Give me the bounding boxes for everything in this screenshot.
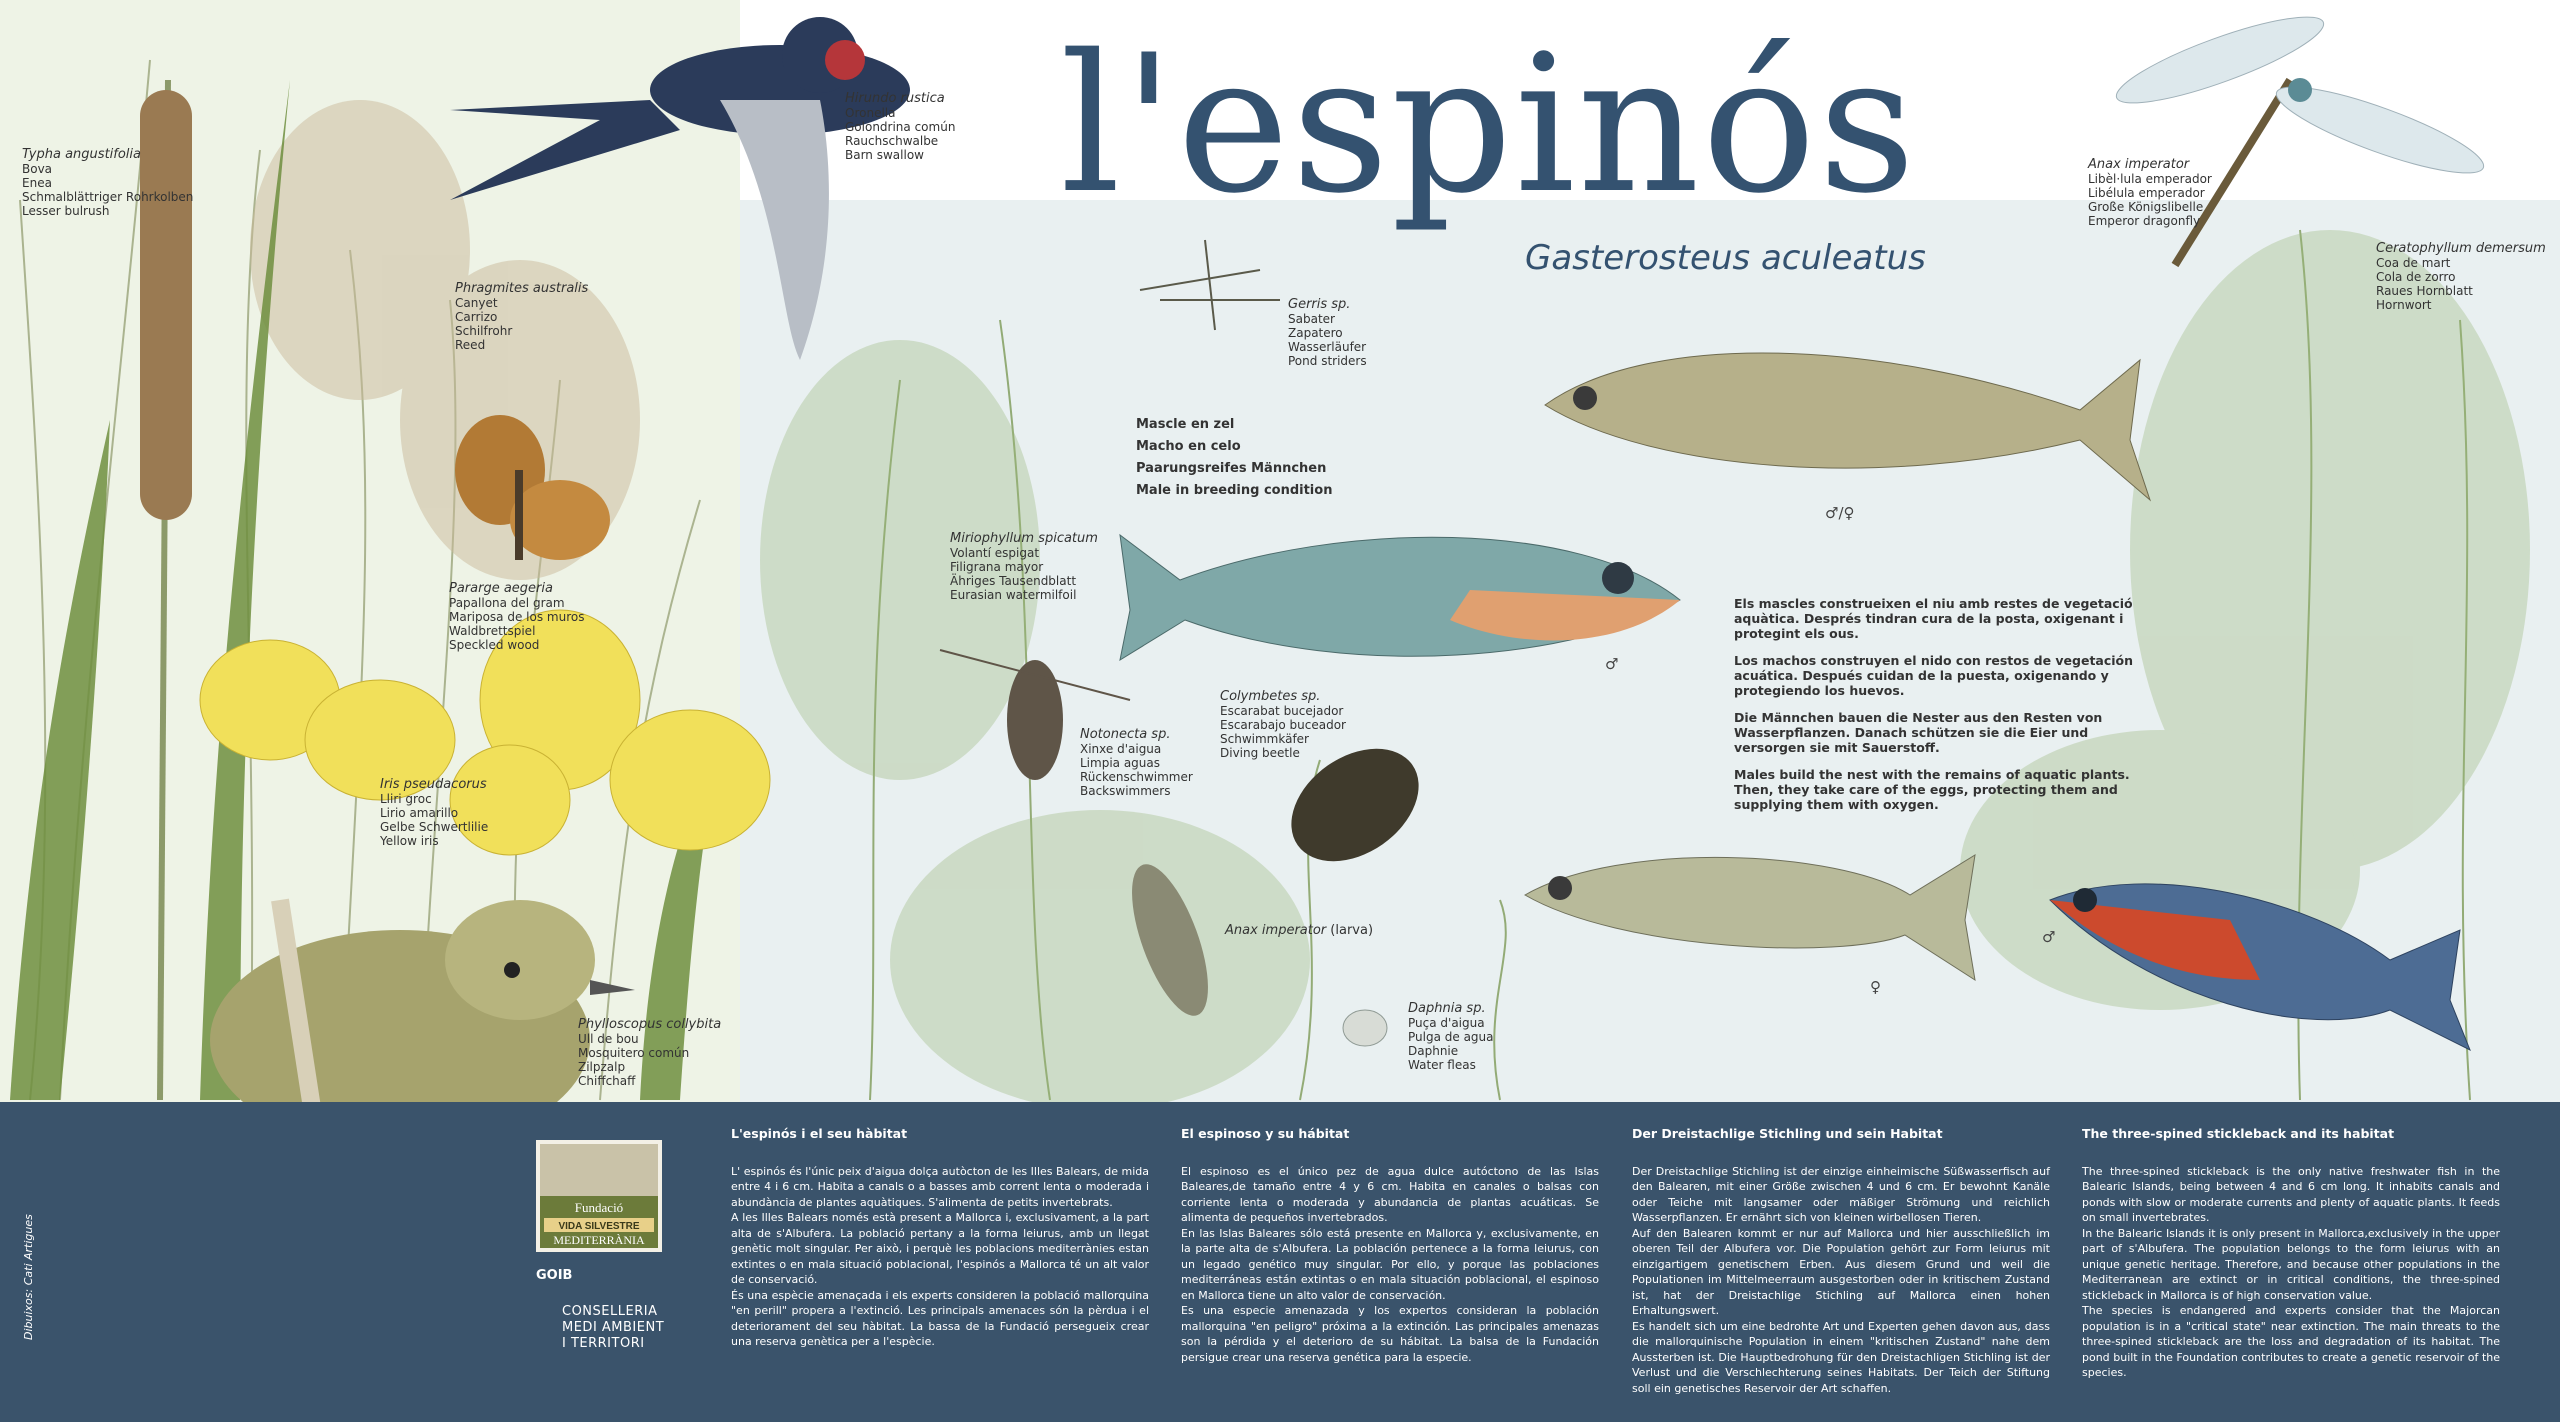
sex-symbol-both: ♂/♀: [1825, 504, 1855, 522]
label-typha-scientific: Typha angustifolia: [22, 147, 141, 162]
label-daphnia-name: Water fleas: [1408, 1058, 1476, 1072]
label-miriophyllum-scientific: Miriophyllum spicatum: [950, 531, 1098, 546]
illustration-credit: Dibuixos: Cati Artigues: [22, 1214, 35, 1340]
info-paragraph: The three-spined stickleback is the only native freshwater fish in the Balearic Islands, being between 4 and 6 cm long. It inhabits canals and ponds with slow or moderate currents and plenty of aquatic plants. It feeds on small invertebrates.: [2082, 1164, 2500, 1224]
label-ceratophyllum-name: Raues Hornblatt: [2376, 284, 2473, 298]
logo-line3: MEDITERRÀNIA: [553, 1233, 645, 1247]
breeding-male-line: Male in breeding condition: [1136, 483, 1333, 498]
label-ceratophyllum-scientific: Ceratophyllum demersum: [2376, 241, 2546, 256]
label-miriophyllum-name: Eurasian watermilfoil: [950, 588, 1077, 602]
info-heading: El espinoso y su hábitat: [1181, 1126, 1350, 1141]
sex-symbol-female: ♀: [1870, 978, 1881, 996]
info-paragraph: In the Balearic Islands it is only present in Mallorca,exclusively in the upper part of s'Albufera. The population belongs to the form leiurus with an unique genetic heritage. Therefore, and because other populations in the Mediterranean are extinct or in critical conditions, the three-spined stickleback in Mallorca is of high conservation value.: [2082, 1226, 2500, 1302]
info-paragraph: The species is endangered and experts consider that the Majorcan population is in a "critical state" near extinction. The main threats to the three-spined stickleback are the loss and degradation of its habitat. The pond built in the Foundation contributes to create a genetic reservoir of the species.: [2082, 1304, 2500, 1379]
label-pararge-name: Speckled wood: [449, 638, 540, 652]
label-anax: [2088, 158, 2212, 228]
label-ceratophyllum-name: Cola de zorro: [2376, 270, 2456, 284]
fundacio-logo: [536, 1140, 662, 1252]
label-gerris-name: Sabater: [1288, 312, 1335, 326]
info-heading: Der Dreistachlige Stichling und sein Habitat: [1632, 1126, 1943, 1141]
label-iris-name: Lliri groc: [380, 792, 432, 806]
label-iris-name: Gelbe Schwertlilie: [380, 820, 489, 834]
label-phylloscopus-scientific: Phylloscopus collybita: [578, 1017, 722, 1032]
label-ceratophyllum-name: Hornwort: [2376, 298, 2432, 312]
label-gerris-name: Pond striders: [1288, 354, 1367, 368]
label-iris-name: Lirio amarillo: [380, 806, 459, 820]
label-gerris-scientific: Gerris sp.: [1288, 297, 1351, 312]
label-daphnia: [1408, 1002, 1494, 1072]
label-phragmites-scientific: Phragmites australis: [455, 281, 589, 296]
nest-description: [1734, 596, 2154, 824]
label-miriophyllum-name: Volantí espigat: [950, 546, 1040, 560]
label-phragmites-name: Carrizo: [455, 310, 498, 324]
info-heading: L'espinós i el seu hàbitat: [731, 1126, 908, 1141]
label-phylloscopus-name: Zilpzalp: [578, 1060, 626, 1074]
stickleback-female: [1525, 855, 1975, 980]
goib-line: CONSELLERIA: [562, 1304, 658, 1319]
label-hirundo-name: Golondrina común: [845, 120, 956, 134]
info-paragraph: El espinoso es el único pez de agua dulce autóctono de las Islas Baleares,de tamaño entre 4 y 6 cm. Habita en canales o balsas con corriente lenta o moderada y abundancia de plantas acuáticas. Se alimenta de pequeños invertebrados.: [1181, 1164, 1599, 1224]
info-paragraph: Der Dreistachlige Stichling ist der einzige einheimische Süßwasserfisch auf den Balearen, mit einer Größe zwischen 4 und 6 cm. Er bewohnt Kanäle oder Teiche mit langsamer oder mäßiger Strömung und reichlich Wasserpflanzen. Er ernährt sich von kleinen wirbellosen Tieren.: [1632, 1164, 2050, 1224]
label-ceratophyllum: [2376, 242, 2546, 312]
label-hirundo-scientific: Hirundo rustica: [845, 91, 945, 106]
sex-symbol-male: ♂: [1605, 655, 1619, 673]
label-phragmites-name: Canyet: [455, 296, 498, 310]
label-pararge: [449, 582, 584, 652]
label-notonecta-name: Rückenschwimmer: [1080, 770, 1193, 784]
label-miriophyllum-name: Ähriges Tausendblatt: [950, 574, 1077, 588]
label-anax-name: Große Königslibelle: [2088, 200, 2204, 214]
info-paragraph: És una espècie amenaçada i els experts consideren la població mallorquina "en perill" propera a l'extinció. Les principals amenaces són la pèrdua i el deteriorament del seu hàbitat. La bassa de la Fundació persegueix crear una reserva genètica per a l'espècie.: [731, 1288, 1149, 1348]
label-colymbetes-name: Schwimmkäfer: [1220, 732, 1309, 746]
label-miriophyllum: [950, 532, 1098, 602]
cattail-drawing: [140, 80, 192, 1100]
label-hirundo-name: Barn swallow: [845, 148, 924, 162]
info-column-catalan: [731, 1126, 1149, 1350]
breeding-male-line: Mascle en zel: [1136, 417, 1235, 432]
label-pararge-name: Papallona del gram: [449, 596, 565, 610]
label-iris: [380, 778, 488, 848]
info-paragraph: A les Illes Balears només està present a Mallorca i, exclusivament, a la part alta de s'Albufera. La població pertany a la forma leiurus, amb un llegat genètic molt singular. Per això, i perquè les poblacions mediterrànies estan extintes o en mala situació poblacional, l'espinós a Mallorca té un alt valor de conservació.: [731, 1211, 1149, 1286]
label-pararge-name: Mariposa de los muros: [449, 610, 585, 624]
nest-description-ca: Els mascles construeixen el niu amb restes de vegetació aquàtica. Després tindran cura de la posta, oxigenant i protegint els ous.: [1734, 596, 2133, 641]
label-typha-name: Schmalblättriger Rohrkolben: [22, 190, 194, 204]
stickleback-both-sexes: [1545, 353, 2150, 500]
label-miriophyllum-name: Filigrana mayor: [950, 560, 1044, 574]
label-anax-name: Emperor dragonfly: [2088, 214, 2201, 228]
label-anax-larva: [1225, 924, 1373, 938]
goib-line: I TERRITORI: [562, 1336, 645, 1351]
nest-description-de: Die Männchen bauen die Nester aus den Resten von Wasserpflanzen. Danach schützen sie die Eier und versorgen sie mit Sauerstoff.: [1734, 710, 2103, 755]
label-anax-larva-scientific: Anax imperator: [1225, 923, 1327, 938]
breeding-male-line: Paarungsreifes Männchen: [1136, 461, 1327, 476]
info-heading: The three-spined stickleback and its habitat: [2082, 1126, 2395, 1141]
label-ceratophyllum-name: Coa de mart: [2376, 256, 2451, 270]
sex-symbol-male: ♂: [2042, 928, 2056, 946]
label-phragmites-name: Schilfrohr: [455, 324, 513, 338]
label-colymbetes-name: Escarabajo buceador: [1220, 718, 1346, 732]
label-daphnia-name: Pulga de agua: [1408, 1030, 1494, 1044]
info-paragraph: L' espinós és l'únic peix d'aigua dolça autòcton de les Illes Balears, de mida entre 4 i 6 cm. Habita a canals o a basses amb corrent lenta o moderada i abundància de plantes aquàtiques. S'alimenta de petits invertebrats.: [731, 1164, 1149, 1209]
label-hirundo-name: Rauchschwalbe: [845, 134, 939, 148]
breeding-male-label: [1136, 414, 1332, 502]
breeding-male-line: Macho en celo: [1136, 439, 1241, 454]
label-hirundo: [845, 92, 955, 162]
label-notonecta-name: Limpia aguas: [1080, 756, 1161, 770]
label-typha-name: Enea: [22, 176, 52, 190]
label-anax-name: Libélula emperador: [2088, 186, 2205, 200]
info-column-german: [1632, 1126, 2050, 1396]
label-anax-scientific: Anax imperator: [2088, 157, 2190, 172]
daphnia-drawing: [1343, 1010, 1387, 1046]
label-phragmites-name: Reed: [455, 338, 486, 352]
label-phylloscopus-name: Mosquitero común: [578, 1046, 690, 1060]
label-phylloscopus-name: Ull de bou: [578, 1032, 639, 1046]
label-daphnia-scientific: Daphnia sp.: [1408, 1001, 1486, 1016]
logo-line1: Fundació: [574, 1200, 624, 1215]
goib-line: MEDI AMBIENT: [562, 1320, 665, 1335]
label-notonecta-name: Backswimmers: [1080, 784, 1171, 798]
label-daphnia-name: Puça d'aigua: [1408, 1016, 1485, 1030]
label-phylloscopus-name: Chiffchaff: [578, 1074, 636, 1088]
label-daphnia-name: Daphnie: [1408, 1044, 1459, 1058]
label-gerris: [1288, 298, 1367, 368]
gerris-drawing: [1140, 240, 1280, 330]
stickleback-breeding-male: [1120, 535, 1680, 660]
label-pararge-scientific: Pararge aegeria: [449, 581, 553, 596]
label-colymbetes-scientific: Colymbetes sp.: [1220, 689, 1321, 704]
label-pararge-name: Waldbrettspiel: [449, 624, 536, 638]
label-typha-name: Bova: [22, 162, 53, 176]
page-title: l'espinós: [1060, 14, 1918, 235]
logo-line2: VIDA SILVESTRE: [558, 1221, 640, 1232]
label-notonecta-name: Xinxe d'aigua: [1080, 742, 1162, 756]
label-phylloscopus: [578, 1018, 721, 1088]
label-typha: [22, 148, 193, 218]
info-paragraph: Es una especie amenazada y los expertos consideran la población mallorquina "en peligro" próxima a la extinción. Las principales amenazas son la pérdida y el deterioro de su hábitat. La balsa de la Fundación persigue crear una reserva genética para la especie.: [1181, 1304, 1599, 1364]
page-subtitle: Gasterosteus aculeatus: [1525, 238, 1926, 278]
label-gerris-name: Wasserläufer: [1288, 340, 1367, 354]
info-column-english: [2082, 1126, 2500, 1381]
info-paragraph: Es handelt sich um eine bedrohte Art und Experten gehen davon aus, dass die mallorquinische Population in einem "kritischen Zustand" nahe dem Aussterben ist. Die Hauptbedrohung für den Dreistachligen Stichling ist der Verlust und die Verschlechterung seines Habitats. Der Teich der Stiftung soll ein genetisches Reservoir der Art schaffen.: [1632, 1319, 2050, 1395]
info-paragraph: Auf den Balearen kommt er nur auf Mallorca und hier ausschließlich im oberen Teil der Albufera vor. Die Population gehört zur Form leiurus mit einzigartigem genetischem Erben. Aus diesem Grund und weil die Populationen im Mittelmeerraum ausgestorben oder in kritischem Zustand ist, hat der Dreistachlige Stichling auf Mallorca einen hohen Erhaltungswert.: [1632, 1226, 2050, 1317]
label-colymbetes-name: Diving beetle: [1220, 746, 1300, 760]
chiffchaff-drawing: [210, 900, 635, 1102]
goib-logo: [536, 1268, 706, 1351]
label-anax-larva-suffix: (larva): [1330, 923, 1374, 938]
label-notonecta: [1080, 728, 1193, 798]
nest-description-en: Males build the nest with the remains of aquatic plants. Then, they take care of the eggs, protecting them and supplying them with oxygen.: [1734, 767, 2130, 812]
nest-description-es: Los machos construyen el nido con restos de vegetación acuática. Después cuidan de la puesta, oxigenando y protegiendo los huevos.: [1734, 653, 2134, 698]
label-iris-name: Yellow iris: [380, 834, 439, 848]
label-colymbetes: [1220, 690, 1346, 760]
info-column-spanish: [1181, 1126, 1599, 1365]
label-notonecta-scientific: Notonecta sp.: [1080, 727, 1171, 742]
goib-lines: [562, 1304, 664, 1352]
label-iris-scientific: Iris pseudacorus: [380, 777, 487, 792]
info-paragraph: En las Islas Baleares sólo está presente en Mallorca y, exclusivamente, en la parte alta de s'Albufera. La población pertenece a la forma leiurus, con un legado genético muy singular. Por ello, y porque las poblaciones mediterráneas están extintas o en mala situación poblacional, el espinoso en Mallorca tiene un alto valor de conservación.: [1181, 1226, 1599, 1302]
label-colymbetes-name: Escarabat bucejador: [1220, 704, 1344, 718]
label-gerris-name: Zapatero: [1288, 326, 1343, 340]
label-hirundo-name: Oronella: [845, 106, 896, 120]
label-phragmites: [455, 282, 588, 352]
label-typha-name: Lesser bulrush: [22, 204, 110, 218]
goib-mark: GOIB: [536, 1268, 573, 1283]
label-anax-name: Libèl·lula emperador: [2088, 172, 2212, 186]
